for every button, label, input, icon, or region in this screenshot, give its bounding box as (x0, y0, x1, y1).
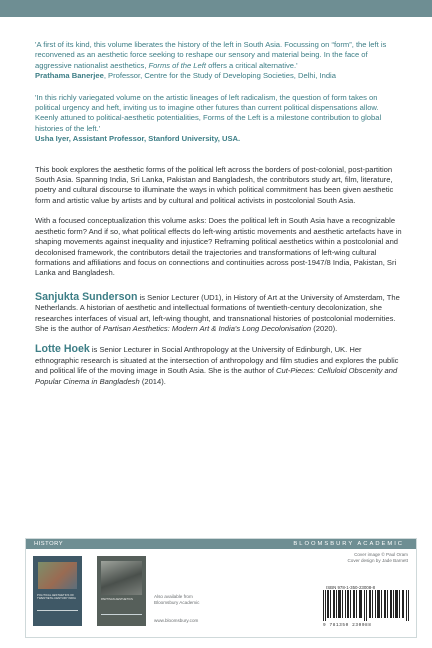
endorsement-quote-2 (35, 93, 402, 145)
top-color-band (0, 0, 432, 17)
description-paragraph-2: With a focused conceptualization this volume asks: Does the political left in South Asia have a recognizable aesthetic form? And if so, what political effects do left-wing artistic movements and aesthetic artefacts have in shaping movements against inequality and injustice? Reframing political aesthetics within a postcolonial and decolonised framework, the contributors detail the trajectories and transformations of left-wing cultural formations and affiliations and focus on connections and continuities across post-1947/8 India, Pakistan, Sri Lanka and Bangladesh. (35, 216, 402, 278)
quote1-attribution (35, 71, 402, 81)
bio1-text-a: is Senior Lecturer (UD1), in History of Art at the University of Amsterdam, The Netherlands. A historian of aesthetic and intellectual formations of twentieth-century decolonization, she researches interfaces of visual art, left-wing thought, and transnational histories of postcolonial modernities. She is the author of (35, 292, 400, 333)
cover-image-credit: Cover image © Paul Oram (354, 552, 408, 557)
bio2-book-title: Cut-Pieces: Celluloid Obscenity and Popular Cinema in Bangladesh (35, 366, 398, 386)
also-available-text (154, 594, 199, 606)
bio1-book-title: Partisan Aesthetics: Modern Art & India's Long Decolonisation (102, 323, 312, 333)
category-label: HISTORY (34, 540, 64, 547)
back-cover-footer (25, 538, 417, 638)
quote2-attribution (35, 134, 402, 144)
quote2-author-line: Usha Iyer, Assistant Professor, Stanford University, USA. (35, 134, 241, 144)
book2-cover-image (101, 561, 142, 595)
also-line-2: Bloomsbury Academic (154, 600, 200, 605)
author-bio-2 (35, 343, 402, 387)
related-book-cover-1 (33, 556, 82, 626)
quote1-text-b: offers a critical alternative.' (205, 60, 298, 70)
footer-band (26, 539, 416, 549)
cover-design-credit: Cover design by Jade Barnett (347, 558, 408, 563)
book2-cover-title: PARTISAN AESTHETICS (101, 597, 133, 601)
bio2-text-a: is Senior Lecturer in Social Anthropology at the University of Edinburgh, UK. Her ethnographic research is situated at the intersection of anthropology and film studies and explores the public and political life of the moving image in South Asia. She is the author of (35, 345, 399, 376)
quote1-book-title: Forms of the Left (148, 60, 206, 70)
book1-cover-rule (37, 610, 78, 611)
book1-cover-title: POLITICAL AESTHETICS OF TWENTIETH-CENTURY INDIA (37, 593, 76, 601)
isbn-label: ISBN 978-1-350-23008-8 (326, 585, 376, 590)
publisher-website: www.bloomsbury.com (154, 618, 199, 623)
bio2-text-b: (2014). (139, 376, 166, 386)
quote1-text-a: 'A first of its kind, this volume liberates the history of the left in South Asia. Focussing on “form”, the left is reconvened as an aesthetic force seeking to reshape our sensory and material being. In the face of aggressive nationalist aesthetics, (35, 40, 387, 70)
author-bio-1 (35, 291, 402, 335)
barcode-icon (323, 590, 409, 621)
publisher-label: BLOOMSBURY ACADEMIC (293, 540, 404, 547)
book1-cover-image (38, 562, 77, 589)
quote2-text: 'In this richly variegated volume on the artistic lineages of left radicalism, the question of form takes on political urgency and heft, inviting us to imagine other futures than current political dispensations allow. Keenly attuned to political-aesthetic potentialities, Forms of the Left is a milestone contribution to global histories of the left.' (35, 92, 382, 133)
cover-credits (347, 552, 408, 564)
quote1-affiliation: , Professor, Centre for the Study of Developing Societies, Delhi, India (103, 71, 336, 81)
description-paragraph-1: This book explores the aesthetic forms of the political left across the borders of post-colonial, post-partition South Asia. Spanning India, Sri Lanka, Pakistan and Bangladesh, the contributors study art, film, literature, poetry and cultural discourse to illuminate the ways in which political commitment has been given aesthetic form and artistic value by artists and by cultural and political activists in postcolonial South Asia. (35, 164, 394, 205)
author-name-1: Sanjukta Sunderson (35, 290, 138, 303)
author-name-2: Lotte Hoek (35, 343, 90, 356)
also-line-1: Also available from (154, 594, 193, 599)
bio1-text-b: (2020). (311, 323, 338, 333)
barcode-digits: 9 781350 230088 (323, 623, 372, 628)
book2-cover-rule (101, 614, 142, 615)
back-cover-text (35, 40, 402, 396)
quote1-author: Prathama Banerjee (35, 71, 104, 81)
related-book-cover-2 (97, 556, 146, 626)
endorsement-quote-1 (35, 40, 402, 82)
